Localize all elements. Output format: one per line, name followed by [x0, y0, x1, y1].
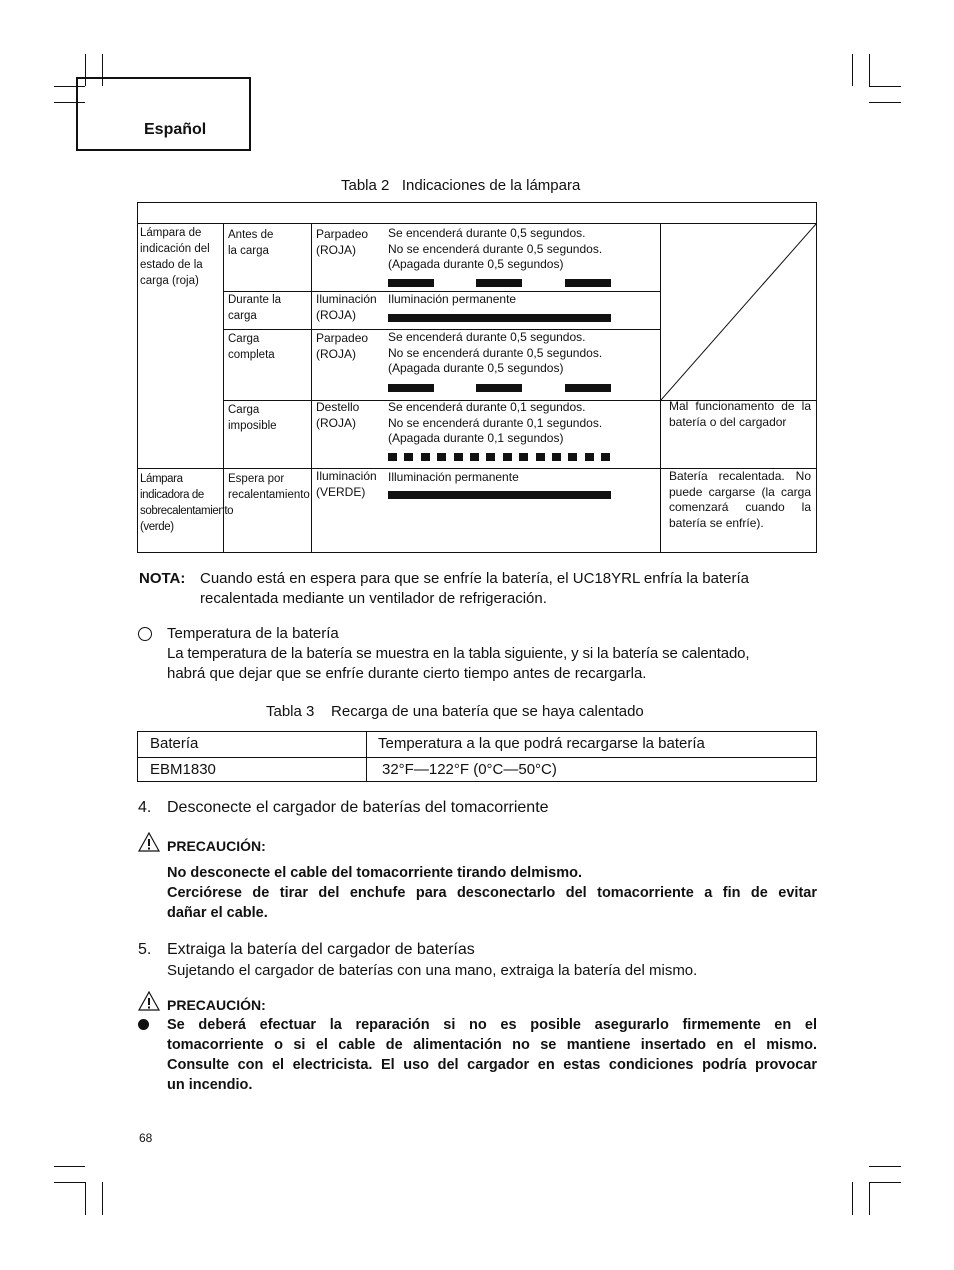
overheat-lamp-group-label: Lámpara indicadora de sobrecalentamiento (verde)	[140, 473, 234, 533]
step5-number: 5.	[138, 941, 152, 958]
step4-caution-text: No desconecte el cable del tomacorriente tirando delmismo. Cerciórese de tirar del enchufe para desconectarlo del tomacorriente a fin de evitar dañar el cable.	[167, 865, 817, 921]
charge-lamp-group-label: Lámpara de indicación del estado de la carga (roja)	[140, 227, 210, 287]
table-row-state: Carga imposible	[228, 404, 277, 432]
table-row-mode: Iluminación (VERDE)	[316, 469, 377, 499]
flash-square	[536, 453, 545, 461]
step5-caution-text: Se deberá efectuar la reparación si no es posible asegurarlo firmemente en el tomacorriente o si el cable de alimentación no se mantiene insertado en el mismo. Consulte con el electricista. El uso del cargador en estas condiciones podría provocar un incendio.	[167, 1017, 817, 1093]
flash-square	[568, 453, 577, 461]
flash-square	[454, 453, 463, 461]
step5-subtitle: Sujetando el cargador de baterías con una mano, extraiga la batería del mismo.	[167, 962, 698, 979]
bullet-circle-icon	[138, 627, 152, 641]
table-row-state: Espera por recalentamiento	[228, 473, 310, 501]
table-row-state: Durante la carga	[228, 294, 282, 322]
table-row-state: Antes de la carga	[228, 229, 274, 257]
language-label: Español	[144, 121, 207, 138]
table-row-state: Carga completa	[228, 333, 275, 361]
flash-square	[404, 453, 413, 461]
table-row-mode: Iluminación (ROJA)	[316, 292, 377, 322]
table-row-description: Se encenderá durante 0,1 segundos. No se encenderá durante 0,1 segundos. (Apagada durante 0,1 segundos)	[388, 400, 603, 445]
language-tab	[76, 77, 251, 151]
table3-caption: Tabla 3 Recarga de una batería que se haya calentado	[266, 703, 644, 720]
not-applicable-diagonal	[661, 224, 816, 400]
table-row-remark: Mal funcionamento de la batería o del cargador	[669, 399, 811, 429]
step4-title: Desconecte el cargador de baterías del tomacorriente	[167, 799, 549, 816]
table3-cell-temperature: 32°F—122°F (0°C—50°C)	[382, 761, 557, 778]
table-row-remark: Batería recalentada. No puede cargarse (la carga comenzará cuando la batería se enfríe).	[669, 469, 811, 530]
table-row-mode: Destello (ROJA)	[316, 400, 360, 430]
table3-header-battery: Batería	[150, 735, 199, 752]
step4-caution-label: PRECAUCIÓN:	[167, 838, 266, 854]
step5-title: Extraiga la batería del cargador de baterías	[167, 941, 475, 958]
table-row-description: Illuminación permanente	[388, 470, 519, 484]
step4-number: 4.	[138, 799, 152, 816]
flash-square	[421, 453, 430, 461]
page-number: 68	[139, 1131, 153, 1145]
table-row-description: Iluminación permanente	[388, 292, 517, 306]
temperature-heading: Temperatura de la batería	[167, 625, 339, 642]
step5-caution-label: PRECAUCIÓN:	[167, 997, 266, 1013]
flash-square	[470, 453, 479, 461]
flash-square	[437, 453, 446, 461]
warning-icon	[138, 832, 160, 852]
table3-header-temperature: Temperatura a la que podrá recargarse la batería	[378, 735, 705, 752]
note-label: NOTA:	[139, 570, 186, 587]
steady-pattern	[388, 491, 611, 499]
flash-square	[601, 453, 610, 461]
note-text: Cuando está en espera para que se enfríe la batería, el UC18YRL enfría la batería recalentada mediante un ventilador de refrigeración.	[200, 570, 749, 607]
flash-square	[585, 453, 594, 461]
table-row-mode: Parpadeo (ROJA)	[316, 227, 369, 257]
warning-icon	[138, 991, 160, 1011]
table2-caption: Tabla 2 Indicaciones de la lámpara	[341, 177, 581, 194]
flash-square	[486, 453, 495, 461]
flash-square	[552, 453, 561, 461]
temperature-section: Temperatura de la batería La temperatura de la batería se muestra en la tabla siguiente, y si la batería se calentado, habrá que dejar que se enfríe durante cierto tiempo antes de recargarla.	[167, 624, 819, 684]
steady-pattern	[388, 314, 611, 322]
flash-square	[503, 453, 512, 461]
bullet-dot-icon	[138, 1019, 149, 1030]
flash-square	[388, 453, 397, 461]
table-row-description: Se encenderá durante 0,5 segundos. No se encenderá durante 0,5 segundos. (Apagada durante 0,5 segundos)	[388, 330, 603, 375]
table3-cell-battery: EBM1830	[150, 761, 216, 778]
table-row-description: Se encenderá durante 0,5 segundos. No se encenderá durante 0,5 segundos. (Apagada durante 0,5 segundos)	[388, 226, 603, 271]
flash-square	[519, 453, 528, 461]
table-row-mode: Parpadeo (ROJA)	[316, 331, 369, 361]
